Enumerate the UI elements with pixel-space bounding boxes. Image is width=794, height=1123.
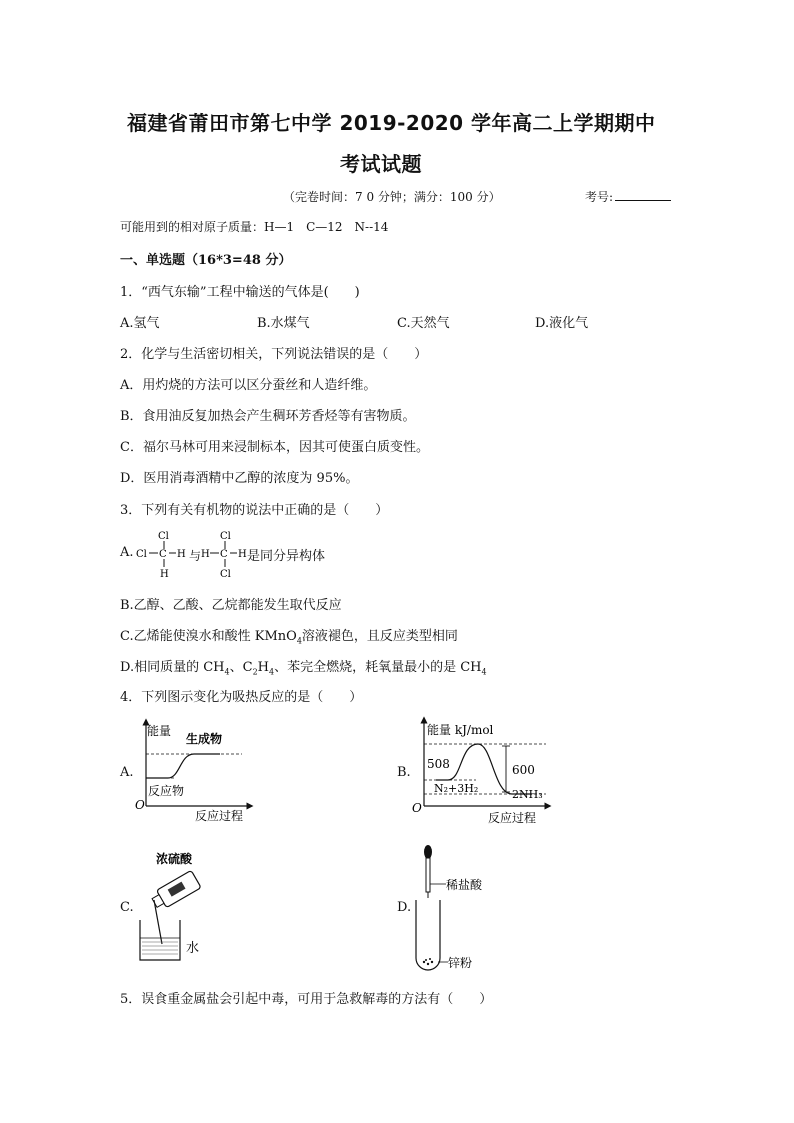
q3-option-a-label: A.: [120, 545, 134, 560]
q4-option-b-label: B.: [397, 765, 411, 780]
struct1-left-cl: Cl: [136, 549, 147, 560]
page-title-line1: 福建省莆田市第七中学 2019-2020 学年高二上学期期中: [127, 111, 656, 135]
page-title-line2: 考试试题: [340, 152, 422, 176]
q1-option-b: B.水煤气: [257, 316, 310, 331]
q3-stem: 3．下列有关有机物的说法中正确的是（ ）: [120, 503, 389, 518]
q5-stem: 5．误食重金属盐会引起中毒，可用于急救解毒的方法有（ ）: [120, 992, 493, 1007]
q3-option-a-suffix: 是同分异构体: [247, 549, 326, 564]
q4-graph-b: [408, 714, 560, 828]
q3-option-d: [120, 656, 487, 677]
struct1-bottom-h: H: [160, 569, 169, 580]
graph-a-ylabel: 能量: [147, 724, 172, 738]
q3-d-mid2: H: [257, 660, 269, 675]
q3-d-mid3: 、苯完全燃烧，耗氧量最小的是 CH: [274, 660, 482, 675]
q1-option-a: A.氢气: [120, 316, 160, 331]
q1-option-d: D.液化气: [535, 316, 589, 331]
q3-d-sub2: 2: [252, 667, 258, 677]
figure-d-top-label: 稀盐酸: [446, 878, 483, 892]
q3-structure-2: [200, 528, 248, 580]
q2-option-c: C．福尔马林可用来浸制标本，因其可使蛋白质变性。: [120, 440, 429, 455]
graph-b-reactant: N₂+3H₂: [434, 782, 479, 795]
exam-number-label: 考号:: [585, 190, 614, 204]
q3-option-c: [120, 625, 458, 646]
struct2-top-cl: Cl: [220, 531, 231, 542]
q1-option-c: C.天然气: [397, 316, 450, 331]
graph-a-reactant: 反应物: [148, 784, 185, 798]
q4-figure-c: [134, 848, 234, 970]
q3-d-sub3: 4: [269, 667, 275, 677]
graph-b-ylabel: 能量 kJ/mol: [427, 723, 494, 737]
graph-b-product: 2NH₃: [512, 788, 543, 801]
figure-c-top-label: 浓硫酸: [156, 852, 193, 866]
graph-b-xlabel: 反应过程: [488, 811, 537, 825]
q3-option-b: B.乙醇、乙酸、乙烷都能发生取代反应: [120, 598, 342, 613]
q2-stem: 2．化学与生活密切相关，下列说法错误的是（ ）: [120, 347, 428, 362]
figure-c-bottom-label: 水: [186, 941, 200, 956]
q3-structure-1: [134, 528, 192, 580]
q3-d-pre: D.相同质量的 CH: [120, 660, 225, 675]
q4-option-a-label: A.: [120, 765, 134, 780]
q4-graph-a: [132, 716, 260, 828]
q2-option-a: A．用灼烧的方法可以区分蚕丝和人造纤维。: [120, 378, 377, 393]
figure-d-bottom-label: 锌粉: [448, 956, 473, 970]
q2-option-b: B．食用油反复加热会产生稠环芳香烃等有害物质。: [120, 409, 416, 424]
q4-stem: 4．下列图示变化为吸热反应的是（ ）: [120, 690, 363, 705]
q4-option-c-label: C.: [120, 900, 134, 915]
struct2-left-h: H: [201, 549, 210, 560]
q3-d-sub4: 4: [481, 667, 487, 677]
exam-number: [585, 188, 671, 205]
q4-option-d-label: D.: [397, 900, 412, 915]
graph-a-xlabel: 反应过程: [195, 809, 244, 823]
struct2-c: C: [220, 549, 228, 560]
graph-b-val-left: 508: [427, 757, 450, 771]
q1-stem: 1．“西气东输”工程中输送的气体是( ): [120, 285, 360, 300]
q2-option-d: D．医用消毒酒精中乙醇的浓度为 95%。: [120, 471, 359, 486]
struct1-c: C: [159, 549, 167, 560]
exam-number-blank[interactable]: [615, 189, 671, 201]
q3-c-sub: 4: [296, 636, 302, 646]
graph-a-origin: O: [135, 798, 145, 812]
q4-figure-d: [408, 842, 508, 972]
exam-info: （完卷时间：7 0 分钟；满分：100 分）: [283, 190, 501, 204]
q3-d-mid1: 、C: [229, 660, 253, 675]
q3-d-sub1: 4: [224, 667, 230, 677]
graph-b-val-right: 600: [512, 763, 535, 777]
struct1-right-h: H: [177, 549, 186, 560]
graph-b-origin: O: [412, 801, 422, 815]
struct1-top-cl: Cl: [158, 531, 169, 542]
struct2-right-h: H: [238, 549, 247, 560]
atomic-masses: 可能用到的相对原子质量：H—1 C—12 N--14: [120, 220, 389, 234]
q3-c-pre: C.乙烯能使溴水和酸性 KMnO: [120, 629, 297, 644]
q3-option-a-connector: 与: [189, 549, 202, 563]
q3-c-post: 溶液褪色，且反应类型相同: [301, 629, 458, 644]
graph-a-product: 生成物: [186, 732, 223, 746]
section-heading: 一、单选题（16*3=48 分）: [120, 253, 292, 268]
struct2-bottom-cl: Cl: [220, 569, 231, 580]
